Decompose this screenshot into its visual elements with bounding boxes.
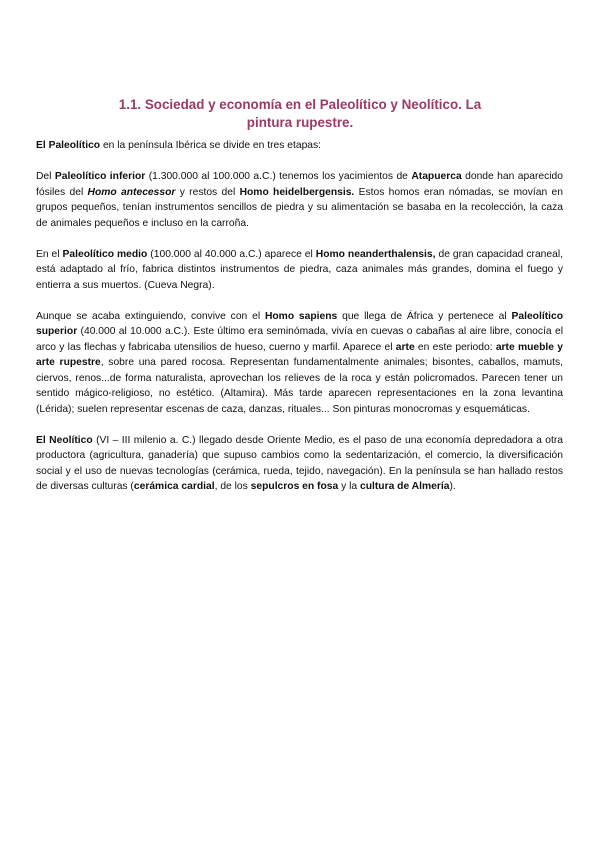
term-paleolitico: El Paleolítico [36,140,101,151]
text: , de los [214,481,251,492]
text: (40.000 al 10.000 a.C.). Este último era seminómada, vivía en cuevas o cabañas al aire libre, conocía el arco y las flechas y fabricaba utensilios de hueso, cuerno y marfil. Aparece el [36,326,563,353]
paragraph-intro [36,138,563,154]
paragraph-paleolitico-medio [36,247,563,294]
page-title [40,96,560,132]
title-line-1: 1.1. Sociedad y economía en el Paleolítico y Neolítico. La [118,96,482,112]
paragraph-neolitico [36,433,563,495]
paragraph-paleolitico-inferior [36,169,563,231]
intro-text: en la península Ibérica se divide en tres etapas: [100,140,322,151]
text: En el [36,248,63,260]
text: (100.000 al 40.000 a.C.) aparece el [147,248,316,260]
term-homo-neanderthalensis: Homo neanderthalensis, [315,248,436,260]
term-atapuerca: Atapuerca [411,171,462,182]
text: ). [449,481,456,492]
text: (1.300.000 al 100.000 a.C.) tenemos los yacimientos de [145,171,412,182]
term-neolitico: El Neolítico [36,434,93,446]
text: Estos homos eran nómadas, se movían en grupos pequeños, tenían instrumentos sencillos de piedra y su alimentación se basaba en la recolección, la caza de animales pequeños e incluso en la carroña. [36,186,564,229]
text: Aunque se acaba extinguiendo, convive con el [36,310,265,322]
text: Del [36,171,55,182]
paragraph-paleolitico-superior [36,309,563,418]
text: donde han aparecido fósiles del [36,171,564,198]
text: en este periodo: [414,341,496,353]
text: que llega de África y pertenece al [337,310,512,322]
term-sepulcros-en-fosa: sepulcros en fosa [250,481,339,492]
term-homo-sapiens: Homo sapiens [264,310,338,322]
term-cultura-de-almeria: cultura de Almería [359,481,450,492]
text: de gran capacidad craneal, está adaptado al frío, fabrica distintos instrumentos de piedra, caza animales más grandes, domina el fuego y entierra a sus muertos. (Cueva Negra). [36,248,563,291]
term-arte: arte [395,341,415,353]
term-paleolitico-inferior: Paleolítico inferior [54,171,146,182]
term-homo-antecessor: Homo antecessor [87,186,176,198]
term-ceramica-cardial: cerámica cardial [133,481,215,492]
term-arte-mueble-rupestre: arte mueble y arte rupestre [36,341,563,368]
text: , sobre una pared rocosa. Representan fundamentalmente animales; bisontes, caballos, mamuts, ciervos, renos...de forma naturalista, aprovechan los relieves de la roca y están policromados. Parecen tener un sentido mágico-religioso, no estético. (Altamira). Más tarde aparecen representaciones en la zona levantina (Lérida); suelen representar escenas de caza, danzas, rituales... Son pinturas monocromas y esquemáticas. [36,357,563,415]
title-line-2: pintura rupestre. [246,114,354,130]
term-homo-heidelbergensis: Homo heidelbergensis. [239,186,355,198]
text: (VI – III milenio a. C.) llegado desde Oriente Medio, es el paso de una economía depredadora a otra productora (agricultura, ganadería) que supuso cambios como la sedentarización, el comercio, la diversificación social y el uso de nuevas tecnologías (cerámica, rueda, tejido, navegación). En la península se han hallado restos de diversas culturas ( [36,434,563,492]
term-paleolitico-medio: Paleolítico medio [62,248,148,260]
term-paleolitico-superior: Paleolítico superior [36,310,563,337]
text: y restos del [175,186,240,198]
text: y la [338,481,360,492]
document-body [36,138,563,510]
